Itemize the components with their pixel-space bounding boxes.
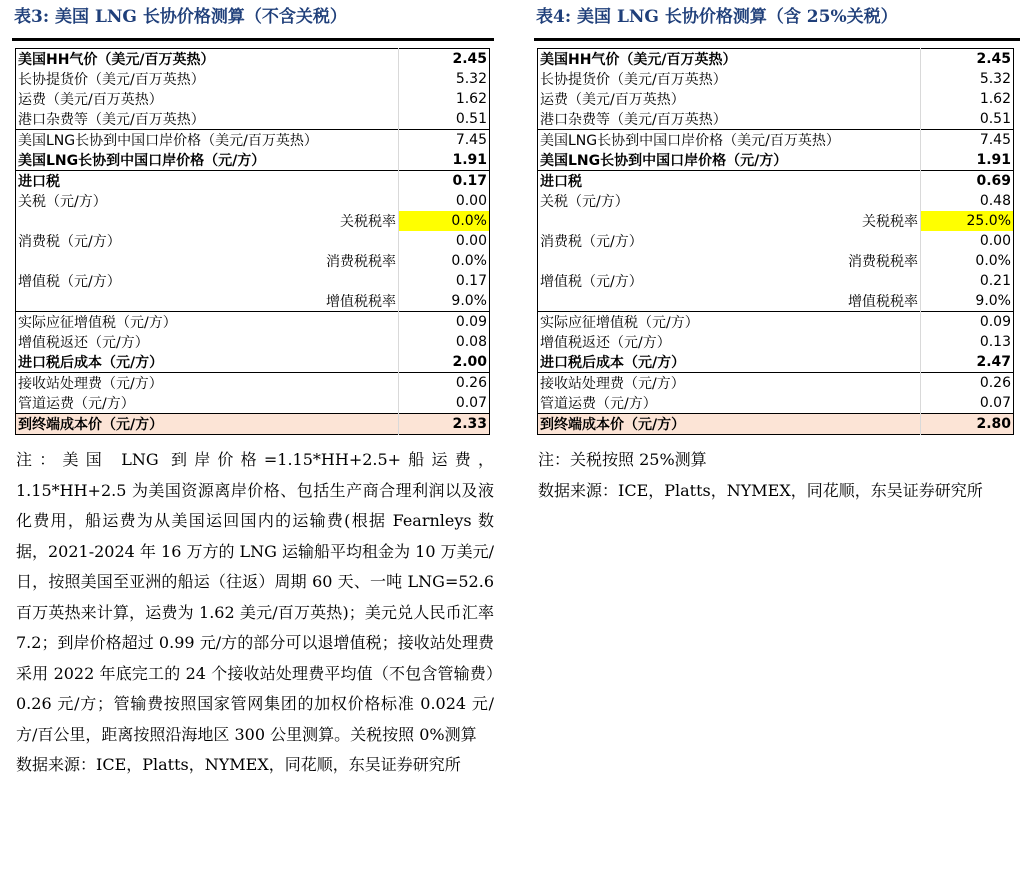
row-label: 消费税（元/方）	[18, 234, 121, 250]
table-row	[16, 109, 490, 130]
table-row	[16, 373, 490, 394]
row-label: 进口税后成本（元/方）	[18, 355, 164, 371]
table-row	[538, 414, 1014, 435]
table3-title-rule	[12, 38, 494, 41]
row-value: 0.00	[399, 191, 490, 211]
table-row	[538, 312, 1014, 333]
row-value: 25.0%	[921, 211, 1014, 231]
row-label: 长协提货价（美元/百万英热）	[540, 72, 727, 88]
table-row	[16, 49, 490, 70]
row-label: 关税（元/方）	[540, 194, 629, 210]
row-label: 增值税返还（元/方）	[18, 335, 149, 351]
row-label: 消费税税率	[848, 254, 918, 270]
row-value: 0.17	[399, 271, 490, 291]
row-value: 2.47	[921, 352, 1014, 373]
note-text: 注：关税按照 25%测算	[538, 450, 707, 469]
row-label: 管道运费（元/方）	[18, 396, 135, 412]
row-value: 0.69	[921, 171, 1014, 192]
row-label: 运费（美元/百万英热）	[18, 92, 163, 108]
table-row	[538, 89, 1014, 109]
table3-panel	[12, 0, 494, 781]
row-value: 2.80	[921, 414, 1014, 435]
row-label: 美国LNG长协到中国口岸价格（美元/百万英热）	[16, 130, 399, 151]
table-row	[538, 251, 1014, 271]
table-row	[16, 352, 490, 373]
table-row	[538, 171, 1014, 192]
row-label: 美国HH气价（美元/百万英热）	[540, 52, 737, 68]
table3-title: 表3: 美国 LNG 长协价格测算（不含关税）	[14, 7, 347, 27]
table-row	[538, 130, 1014, 151]
note-text: 注：美国 LNG 到岸价格=1.15*HH+2.5+船运费，1.15*HH+2.5 为美国资源离岸价格、包括生产商合理利润以及液化费用，船运费为从美国运回国内的运输费(根据 Fearnleys 数据，2021-2024 年 16 万方的 LNG 运输船平均租金为 10 万美元/日，按照美国至亚洲的船运（往返）周期 60 天、一吨 LNG=52.6 百万英热来计算，运费为 1.62 美元/百万英热)；美元兑人民币汇率 7.2；到岸价格超过 0.99 元/方的部分可以退增值税；接收站处理费采用 2022 年底完工的 24 个接收站处理费平均值（不包含管输费）0.26 元/方；管输费按照国家管网集团的加权价格标准 0.024 元/方/百公里，距离按照沿海地区 300 公里测算。关税按照 0%测算	[16, 450, 494, 744]
table-row	[16, 171, 490, 192]
table-row	[16, 150, 490, 171]
row-value: 0.13	[921, 332, 1014, 352]
row-value: 2.00	[399, 352, 490, 373]
row-label: 接收站处理费（元/方）	[538, 373, 921, 394]
table-row	[16, 332, 490, 352]
row-value: 0.0%	[399, 251, 490, 271]
table-row	[16, 191, 490, 211]
row-value: 0.17	[399, 171, 490, 192]
row-label: 进口税后成本（元/方）	[540, 355, 686, 371]
table4-title: 表4: 美国 LNG 长协价格测算（含 25%关税）	[536, 7, 898, 27]
row-label: 到终端成本价（元/方）	[16, 414, 399, 435]
table-row	[538, 191, 1014, 211]
row-label: 美国LNG长协到中国口岸价格（元/方）	[540, 153, 788, 169]
row-label: 实际应征增值税（元/方）	[16, 312, 399, 333]
row-label: 消费税（元/方）	[540, 234, 643, 250]
table4-panel	[534, 0, 1020, 506]
table-row	[16, 211, 490, 231]
row-value: 9.0%	[921, 291, 1014, 312]
row-value: 0.09	[399, 312, 490, 333]
table-row	[538, 373, 1014, 394]
table-row	[538, 231, 1014, 251]
row-label: 接收站处理费（元/方）	[16, 373, 399, 394]
row-value: 0.09	[921, 312, 1014, 333]
row-label: 美国LNG长协到中国口岸价格（美元/百万英热）	[538, 130, 921, 151]
table3-notes	[12, 445, 494, 781]
row-label: 实际应征增值税（元/方）	[538, 312, 921, 333]
table-row	[16, 414, 490, 435]
row-value: 0.21	[921, 271, 1014, 291]
row-label: 港口杂费等（美元/百万英热）	[18, 112, 205, 128]
table4-title-rule	[534, 38, 1020, 41]
row-value: 0.08	[399, 332, 490, 352]
row-label: 港口杂费等（美元/百万英热）	[540, 112, 727, 128]
row-value: 0.07	[399, 393, 490, 414]
table-row	[16, 312, 490, 333]
row-value: 7.45	[921, 130, 1014, 151]
table-row	[538, 393, 1014, 414]
row-value: 2.45	[399, 49, 490, 70]
table-row	[16, 271, 490, 291]
source-text: 数据来源：ICE，Platts，NYMEX，同花顺，东吴证券研究所	[538, 480, 983, 500]
table-row	[538, 150, 1014, 171]
row-label: 关税税率	[862, 214, 918, 230]
row-value: 1.62	[921, 89, 1014, 109]
row-label: 增值税税率	[848, 294, 918, 310]
row-value: 0.51	[921, 109, 1014, 130]
table-row	[538, 332, 1014, 352]
row-value: 1.62	[399, 89, 490, 109]
row-label: 消费税税率	[326, 254, 396, 270]
source-text: 数据来源：ICE，Platts，NYMEX，同花顺，东吴证券研究所	[16, 755, 461, 774]
table-row	[538, 211, 1014, 231]
table-row	[16, 130, 490, 151]
table3-body	[16, 49, 490, 435]
table-row	[538, 109, 1014, 130]
table-row	[538, 49, 1014, 70]
table-row	[16, 291, 490, 312]
table-row	[538, 291, 1014, 312]
row-value: 0.0%	[399, 211, 490, 231]
row-label: 增值税税率	[326, 294, 396, 310]
table-row	[538, 271, 1014, 291]
row-label: 关税税率	[340, 214, 396, 230]
row-value: 1.91	[399, 150, 490, 171]
row-label: 管道运费（元/方）	[540, 396, 657, 412]
table-row	[16, 251, 490, 271]
row-label: 美国LNG长协到中国口岸价格（元/方）	[18, 153, 266, 169]
table4-body	[538, 49, 1014, 435]
row-value: 2.33	[399, 414, 490, 435]
table-row	[16, 89, 490, 109]
row-label: 增值税（元/方）	[18, 274, 121, 290]
row-label: 关税（元/方）	[18, 194, 107, 210]
row-label: 增值税返还（元/方）	[540, 335, 671, 351]
table-row	[538, 69, 1014, 89]
table-row	[16, 393, 490, 414]
row-value: 0.26	[399, 373, 490, 394]
row-value: 9.0%	[399, 291, 490, 312]
row-label: 美国HH气价（美元/百万英热）	[18, 52, 215, 68]
row-label: 长协提货价（美元/百万英热）	[18, 72, 205, 88]
table-row	[16, 69, 490, 89]
row-label: 增值税（元/方）	[540, 274, 643, 290]
row-value: 5.32	[399, 69, 490, 89]
row-value: 0.07	[921, 393, 1014, 414]
row-value: 2.45	[921, 49, 1014, 70]
row-value: 1.91	[921, 150, 1014, 171]
table4-notes	[534, 445, 1020, 506]
table4	[537, 48, 1014, 435]
row-value: 0.26	[921, 373, 1014, 394]
row-value: 0.00	[921, 231, 1014, 251]
row-label: 进口税	[16, 171, 399, 192]
table3	[15, 48, 490, 435]
row-value: 0.51	[399, 109, 490, 130]
row-label: 到终端成本价（元/方）	[538, 414, 921, 435]
table-row	[538, 352, 1014, 373]
row-value: 0.0%	[921, 251, 1014, 271]
row-value: 0.48	[921, 191, 1014, 211]
row-value: 5.32	[921, 69, 1014, 89]
row-value: 0.00	[399, 231, 490, 251]
row-label: 运费（美元/百万英热）	[540, 92, 685, 108]
row-label: 进口税	[538, 171, 921, 192]
table-row	[16, 231, 490, 251]
row-value: 7.45	[399, 130, 490, 151]
